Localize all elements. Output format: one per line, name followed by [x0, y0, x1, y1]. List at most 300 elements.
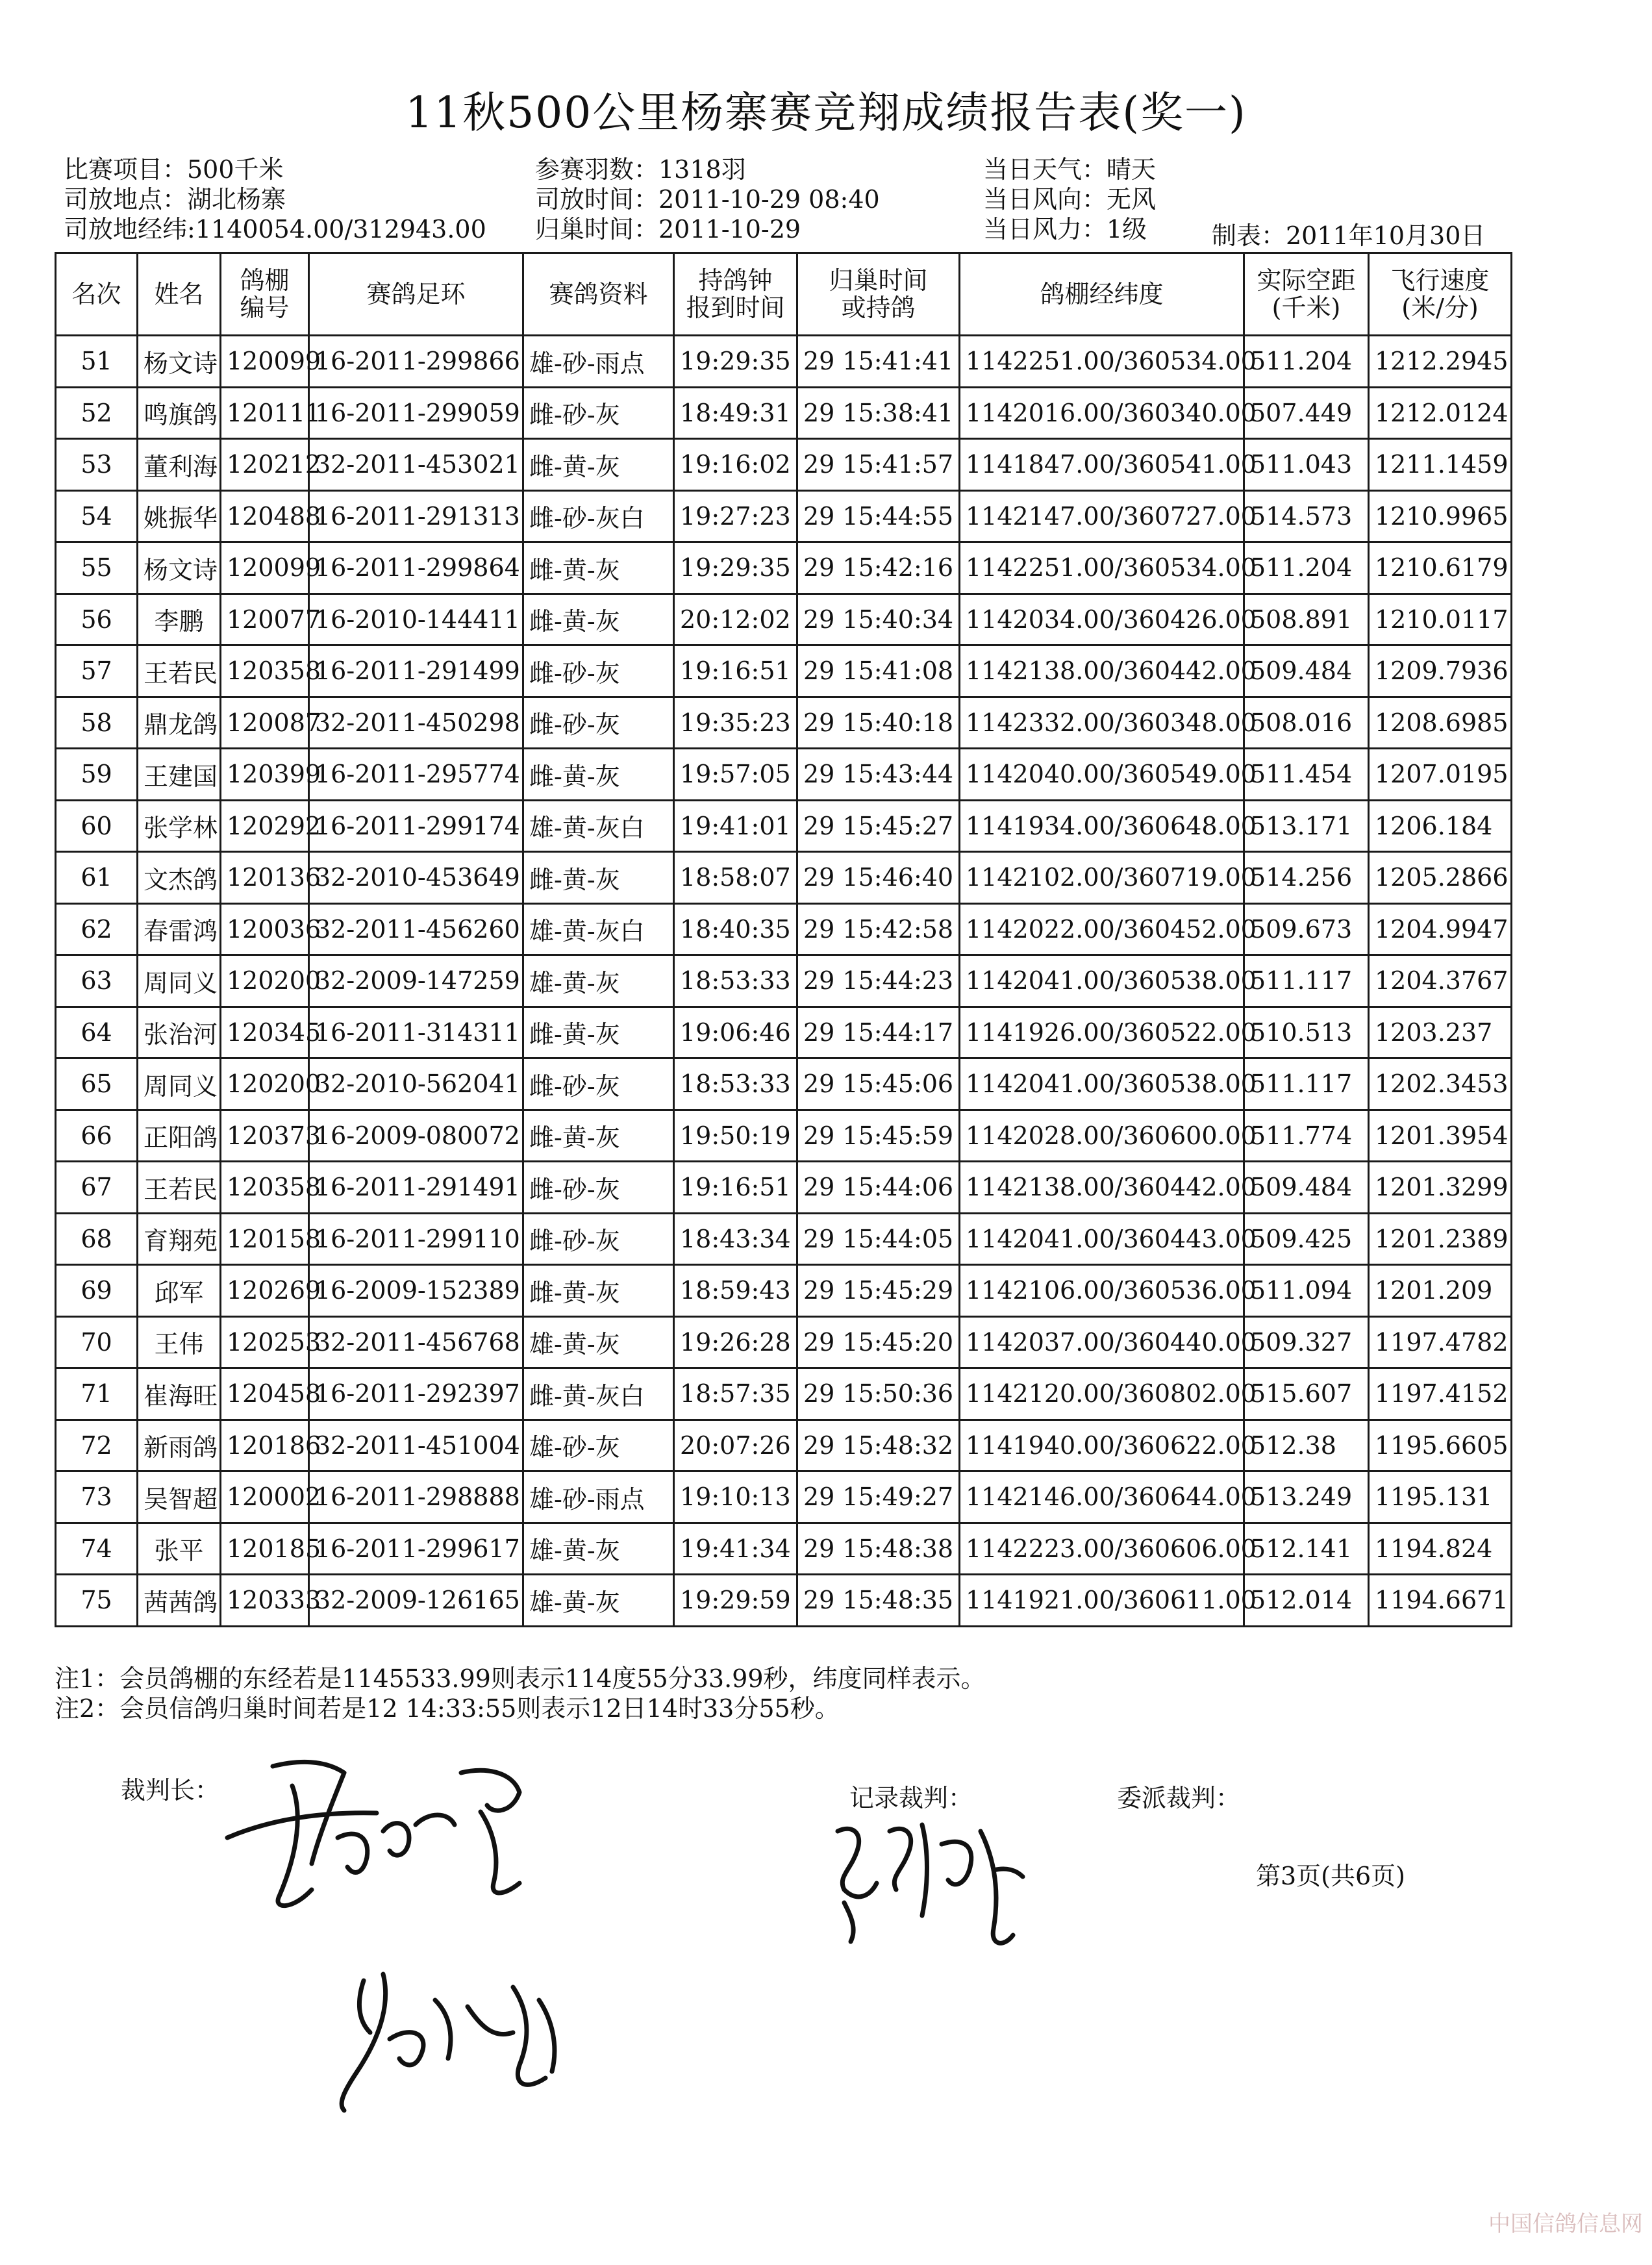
loft-coordinates-cell: 1142102.00/360719.00: [960, 852, 1244, 904]
table-row: [56, 1058, 1512, 1110]
loft-coordinates-cell: 1142041.00/360538.00: [960, 1058, 1244, 1110]
bird-info-cell: 雄-砂-雨点: [523, 1471, 674, 1523]
watermark: 中国信鸽信息网: [1488, 2211, 1643, 2237]
bird-info-cell: 雌-黄-灰: [523, 852, 674, 904]
bird-info-cell: 雌-砂-灰白: [523, 490, 674, 542]
clock-time-cell: 18:53:33: [674, 1058, 797, 1110]
rank-cell: 64: [56, 1007, 138, 1058]
bird-info-cell: 雄-黄-灰: [523, 1523, 674, 1575]
clock-time-cell: 18:58:07: [674, 852, 797, 904]
loft-coordinates-cell: 1142138.00/360442.00: [960, 645, 1244, 697]
bird-info-cell: 雌-黄-灰: [523, 542, 674, 594]
return-time-cell: 29 15:48:38: [797, 1523, 960, 1575]
bird-info-cell: 雌-砂-灰: [523, 1162, 674, 1214]
header-clock-line1: 持鸽钟: [698, 266, 773, 295]
ring-cell: 32-2011-453021: [309, 439, 523, 491]
loft-coordinates-cell: 1142034.00/360426.00: [960, 594, 1244, 645]
header-name: 姓名: [138, 253, 221, 336]
clock-time-cell: 19:41:01: [674, 800, 797, 852]
table-row: [56, 800, 1512, 852]
speed-cell: 1210.9965: [1369, 490, 1512, 542]
clock-time-cell: 20:12:02: [674, 594, 797, 645]
ring-cell: 32-2009-126165: [309, 1575, 523, 1627]
loft-number-cell: 120488: [221, 490, 309, 542]
clock-time-cell: 19:57:05: [674, 749, 797, 801]
speed-cell: 1201.3299: [1369, 1162, 1512, 1214]
loft-number-cell: 120333: [221, 1575, 309, 1627]
return-time-cell: 29 15:45:06: [797, 1058, 960, 1110]
wind-direction: 当日风向：无风: [983, 185, 1157, 214]
rank-cell: 73: [56, 1471, 138, 1523]
speed-cell: 1205.2866: [1369, 852, 1512, 904]
speed-cell: 1207.0195: [1369, 749, 1512, 801]
rank-cell: 57: [56, 645, 138, 697]
rank-cell: 51: [56, 336, 138, 388]
rank-cell: 55: [56, 542, 138, 594]
loft-coordinates-cell: 1142223.00/360606.00: [960, 1523, 1244, 1575]
header-loft-coordinates: 鸽棚经纬度: [960, 253, 1244, 336]
rank-cell: 52: [56, 387, 138, 439]
distance-cell: 508.891: [1244, 594, 1369, 645]
table-row: [56, 749, 1512, 801]
distance-cell: 514.573: [1244, 490, 1369, 542]
info-column-event: [64, 155, 486, 244]
bird-info-cell: 雌-砂-灰: [523, 697, 674, 749]
speed-cell: 1212.2945: [1369, 336, 1512, 388]
table-row: [56, 336, 1512, 388]
distance-cell: 513.249: [1244, 1471, 1369, 1523]
return-time-cell: 29 15:45:59: [797, 1110, 960, 1162]
rank-cell: 66: [56, 1110, 138, 1162]
speed-cell: 1210.6179: [1369, 542, 1512, 594]
distance-cell: 511.094: [1244, 1265, 1369, 1317]
table-row: [56, 1575, 1512, 1627]
distance-cell: 508.016: [1244, 697, 1369, 749]
return-time-cell: 29 15:42:16: [797, 542, 960, 594]
name-cell: 王若民: [138, 1162, 221, 1214]
table-row: [56, 439, 1512, 491]
clock-time-cell: 18:49:31: [674, 387, 797, 439]
loft-coordinates-cell: 1142138.00/360442.00: [960, 1162, 1244, 1214]
clock-time-cell: 19:16:51: [674, 1162, 797, 1214]
loft-coordinates-cell: 1141921.00/360611.00: [960, 1575, 1244, 1627]
ring-cell: 16-2011-292397: [309, 1368, 523, 1420]
rank-cell: 62: [56, 903, 138, 955]
loft-number-cell: 120345: [221, 1007, 309, 1058]
return-time-cell: 29 15:45:20: [797, 1316, 960, 1368]
second-referee-signature: [318, 1961, 591, 2123]
rank-cell: 54: [56, 490, 138, 542]
clock-time-cell: 19:29:35: [674, 542, 797, 594]
speed-cell: 1203.237: [1369, 1007, 1512, 1058]
recording-referee-label: 记录裁判：: [849, 1784, 973, 1812]
distance-cell: 510.513: [1244, 1007, 1369, 1058]
return-time-cell: 29 15:44:06: [797, 1162, 960, 1214]
return-time-cell: 29 15:44:05: [797, 1213, 960, 1265]
ring-cell: 32-2009-147259: [309, 955, 523, 1007]
clock-time-cell: 19:35:23: [674, 697, 797, 749]
loft-number-cell: 120200: [221, 955, 309, 1007]
info-column-times: [535, 155, 880, 244]
clock-time-cell: 19:16:02: [674, 439, 797, 491]
distance-cell: 512.014: [1244, 1575, 1369, 1627]
header-speed-line2: (米/分): [1401, 294, 1479, 322]
loft-number-cell: 120099: [221, 336, 309, 388]
return-time-cell: 29 15:48:35: [797, 1575, 960, 1627]
event-item: 比赛项目：500千米: [64, 155, 284, 184]
wind-force: 当日风力：1级: [983, 215, 1147, 244]
rank-cell: 69: [56, 1265, 138, 1317]
bird-info-cell: 雄-砂-灰: [523, 1420, 674, 1471]
name-cell: 周同义: [138, 955, 221, 1007]
distance-cell: 511.204: [1244, 336, 1369, 388]
loft-coordinates-cell: 1141934.00/360648.00: [960, 800, 1244, 852]
speed-cell: 1202.3453: [1369, 1058, 1512, 1110]
return-time-cell: 29 15:38:41: [797, 387, 960, 439]
ring-cell: 16-2010-144411: [309, 594, 523, 645]
loft-number-cell: 120186: [221, 1420, 309, 1471]
loft-coordinates-cell: 1141926.00/360522.00: [960, 1007, 1244, 1058]
table-row: [56, 1471, 1512, 1523]
return-time-cell: 29 15:40:34: [797, 594, 960, 645]
table-row: [56, 1523, 1512, 1575]
speed-cell: 1195.6605: [1369, 1420, 1512, 1471]
loft-coordinates-cell: 1142251.00/360534.00: [960, 542, 1244, 594]
clock-time-cell: 18:40:35: [674, 903, 797, 955]
distance-cell: 512.141: [1244, 1523, 1369, 1575]
table-row: [56, 645, 1512, 697]
return-time-cell: 29 15:49:27: [797, 1471, 960, 1523]
table-row: [56, 594, 1512, 645]
speed-cell: 1204.3767: [1369, 955, 1512, 1007]
rank-cell: 72: [56, 1420, 138, 1471]
name-cell: 姚振华: [138, 490, 221, 542]
name-cell: 周同义: [138, 1058, 221, 1110]
ring-cell: 16-2011-299059: [309, 387, 523, 439]
release-coordinates: 司放地经纬:1140054.00/312943.00: [64, 215, 486, 244]
bird-info-cell: 雌-黄-灰: [523, 594, 674, 645]
clock-time-cell: 18:53:33: [674, 955, 797, 1007]
rank-cell: 59: [56, 749, 138, 801]
name-cell: 杨文诗: [138, 336, 221, 388]
info-column-weather: [983, 155, 1156, 244]
clock-time-cell: 19:41:34: [674, 1523, 797, 1575]
loft-coordinates-cell: 1142041.00/360443.00: [960, 1213, 1244, 1265]
table-row: [56, 1162, 1512, 1214]
loft-number-cell: 120136: [221, 852, 309, 904]
ring-cell: 32-2011-451004: [309, 1420, 523, 1471]
speed-cell: 1195.131: [1369, 1471, 1512, 1523]
table-row: [56, 1110, 1512, 1162]
name-cell: 崔海旺: [138, 1368, 221, 1420]
release-site: 司放地点：湖北杨寨: [64, 185, 286, 214]
ring-cell: 32-2010-453649: [309, 852, 523, 904]
distance-cell: 509.673: [1244, 903, 1369, 955]
speed-cell: 1210.0117: [1369, 594, 1512, 645]
name-cell: 邱军: [138, 1265, 221, 1317]
ring-cell: 16-2011-295774: [309, 749, 523, 801]
name-cell: 杨文诗: [138, 542, 221, 594]
rank-cell: 60: [56, 800, 138, 852]
loft-number-cell: 120292: [221, 800, 309, 852]
header-bird-info: 赛鸽资料: [523, 253, 674, 336]
return-time-cell: 29 15:45:27: [797, 800, 960, 852]
loft-number-cell: 120373: [221, 1110, 309, 1162]
distance-cell: 511.454: [1244, 749, 1369, 801]
return-time-cell: 29 15:44:55: [797, 490, 960, 542]
homing-time: 归巢时间：2011-10-29: [535, 215, 801, 244]
speed-cell: 1197.4152: [1369, 1368, 1512, 1420]
speed-cell: 1209.7936: [1369, 645, 1512, 697]
clock-time-cell: 18:59:43: [674, 1265, 797, 1317]
distance-cell: 511.774: [1244, 1110, 1369, 1162]
return-time-cell: 29 15:46:40: [797, 852, 960, 904]
speed-cell: 1194.6671: [1369, 1575, 1512, 1627]
return-time-cell: 29 15:44:17: [797, 1007, 960, 1058]
table-header-row: [56, 253, 1512, 336]
distance-cell: 509.484: [1244, 1162, 1369, 1214]
header-ring: 赛鸽足环: [309, 253, 523, 336]
loft-coordinates-cell: 1142016.00/360340.00: [960, 387, 1244, 439]
clock-time-cell: 18:57:35: [674, 1368, 797, 1420]
table-row: [56, 1265, 1512, 1317]
loft-coordinates-cell: 1142106.00/360536.00: [960, 1265, 1244, 1317]
table-row: [56, 1007, 1512, 1058]
bird-info-cell: 雌-黄-灰: [523, 1007, 674, 1058]
loft-number-cell: 120399: [221, 749, 309, 801]
speed-cell: 1212.0124: [1369, 387, 1512, 439]
name-cell: 正阳鸽: [138, 1110, 221, 1162]
header-return-line1: 归巢时间: [829, 266, 928, 295]
ring-cell: 32-2011-450298: [309, 697, 523, 749]
clock-time-cell: 19:16:51: [674, 645, 797, 697]
loft-number-cell: 120099: [221, 542, 309, 594]
rank-cell: 65: [56, 1058, 138, 1110]
speed-cell: 1204.9947: [1369, 903, 1512, 955]
loft-number-cell: 120077: [221, 594, 309, 645]
speed-cell: 1194.824: [1369, 1523, 1512, 1575]
name-cell: 鸣旗鸽: [138, 387, 221, 439]
distance-cell: 511.204: [1244, 542, 1369, 594]
speed-cell: 1211.1459: [1369, 439, 1512, 491]
loft-number-cell: 120158: [221, 1213, 309, 1265]
name-cell: 茜茜鸽: [138, 1575, 221, 1627]
name-cell: 张学林: [138, 800, 221, 852]
loft-number-cell: 120002: [221, 1471, 309, 1523]
loft-coordinates-cell: 1142120.00/360802.00: [960, 1368, 1244, 1420]
distance-cell: 511.117: [1244, 1058, 1369, 1110]
return-time-cell: 29 15:41:08: [797, 645, 960, 697]
ring-cell: 16-2011-291499: [309, 645, 523, 697]
bird-info-cell: 雌-砂-灰: [523, 1058, 674, 1110]
rank-cell: 56: [56, 594, 138, 645]
loft-number-cell: 120087: [221, 697, 309, 749]
rank-cell: 74: [56, 1523, 138, 1575]
header-clock-time: [674, 253, 797, 336]
clock-time-cell: 20:07:26: [674, 1420, 797, 1471]
return-time-cell: 29 15:48:32: [797, 1420, 960, 1471]
name-cell: 文杰鸽: [138, 852, 221, 904]
table-row: [56, 852, 1512, 904]
bird-info-cell: 雌-砂-灰: [523, 645, 674, 697]
speed-cell: 1201.3954: [1369, 1110, 1512, 1162]
name-cell: 王建国: [138, 749, 221, 801]
rank-cell: 53: [56, 439, 138, 491]
distance-cell: 509.425: [1244, 1213, 1369, 1265]
speed-cell: 1201.209: [1369, 1265, 1512, 1317]
ring-cell: 16-2011-314311: [309, 1007, 523, 1058]
release-time: 司放时间：2011-10-29 08:40: [535, 185, 880, 214]
loft-number-cell: 120111: [221, 387, 309, 439]
loft-number-cell: 120358: [221, 645, 309, 697]
clock-time-cell: 19:50:19: [674, 1110, 797, 1162]
loft-number-cell: 120185: [221, 1523, 309, 1575]
rank-cell: 58: [56, 697, 138, 749]
loft-coordinates-cell: 1141847.00/360541.00: [960, 439, 1244, 491]
table-row: [56, 387, 1512, 439]
header-return-line2: 或持鸽: [841, 294, 916, 322]
table-row: [56, 1316, 1512, 1368]
loft-coordinates-cell: 1142022.00/360452.00: [960, 903, 1244, 955]
header-clock-line2: 报到时间: [686, 294, 785, 322]
clock-time-cell: 19:06:46: [674, 1007, 797, 1058]
ring-cell: 16-2011-298888: [309, 1471, 523, 1523]
clock-time-cell: 19:26:28: [674, 1316, 797, 1368]
distance-cell: 514.256: [1244, 852, 1369, 904]
footnotes: [55, 1664, 986, 1723]
loft-number-cell: 120212: [221, 439, 309, 491]
clock-time-cell: 19:27:23: [674, 490, 797, 542]
table-row: [56, 1368, 1512, 1420]
recording-referee-signature: [818, 1805, 1032, 1961]
ring-cell: 16-2011-299617: [309, 1523, 523, 1575]
return-time-cell: 29 15:45:29: [797, 1265, 960, 1317]
bird-info-cell: 雌-黄-灰白: [523, 1368, 674, 1420]
table-row: [56, 490, 1512, 542]
loft-coordinates-cell: 1142146.00/360644.00: [960, 1471, 1244, 1523]
loft-number-cell: 120200: [221, 1058, 309, 1110]
clock-time-cell: 19:29:59: [674, 1575, 797, 1627]
ring-cell: 16-2011-291491: [309, 1162, 523, 1214]
bird-info-cell: 雌-砂-灰: [523, 387, 674, 439]
loft-coordinates-cell: 1142040.00/360549.00: [960, 749, 1244, 801]
name-cell: 新雨鸽: [138, 1420, 221, 1471]
name-cell: 王若民: [138, 645, 221, 697]
header-speed-line1: 飞行速度: [1390, 266, 1490, 295]
distance-cell: 509.327: [1244, 1316, 1369, 1368]
loft-coordinates-cell: 1142028.00/360600.00: [960, 1110, 1244, 1162]
ring-cell: 32-2011-456768: [309, 1316, 523, 1368]
bird-info-cell: 雌-黄-灰: [523, 749, 674, 801]
name-cell: 张治河: [138, 1007, 221, 1058]
distance-cell: 512.38: [1244, 1420, 1369, 1471]
loft-number-cell: 120036: [221, 903, 309, 955]
name-cell: 王伟: [138, 1316, 221, 1368]
name-cell: 吴智超: [138, 1471, 221, 1523]
bird-info-cell: 雌-黄-灰: [523, 1110, 674, 1162]
bird-info-cell: 雌-黄-灰: [523, 439, 674, 491]
return-time-cell: 29 15:50:36: [797, 1368, 960, 1420]
name-cell: 李鹏: [138, 594, 221, 645]
bird-info-cell: 雌-黄-灰: [523, 1265, 674, 1317]
return-time-cell: 29 15:40:18: [797, 697, 960, 749]
rank-cell: 61: [56, 852, 138, 904]
return-time-cell: 29 15:41:41: [797, 336, 960, 388]
return-time-cell: 29 15:43:44: [797, 749, 960, 801]
loft-coordinates-cell: 1142147.00/360727.00: [960, 490, 1244, 542]
table-row: [56, 542, 1512, 594]
chief-referee-label: 裁判长：: [121, 1776, 220, 1805]
page-number: 第3页(共6页): [1256, 1862, 1406, 1890]
ring-cell: 16-2011-299864: [309, 542, 523, 594]
header-distance: [1244, 253, 1369, 336]
return-time-cell: 29 15:44:23: [797, 955, 960, 1007]
ring-cell: 16-2011-299110: [309, 1213, 523, 1265]
bird-info-cell: 雄-黄-灰: [523, 1316, 674, 1368]
bird-info-cell: 雄-黄-灰白: [523, 800, 674, 852]
loft-number-cell: 120269: [221, 1265, 309, 1317]
loft-coordinates-cell: 1141940.00/360622.00: [960, 1420, 1244, 1471]
return-time-cell: 29 15:41:57: [797, 439, 960, 491]
bird-info-cell: 雄-砂-雨点: [523, 336, 674, 388]
distance-cell: 509.484: [1244, 645, 1369, 697]
bird-info-cell: 雌-砂-灰: [523, 1213, 674, 1265]
name-cell: 鼎龙鸽: [138, 697, 221, 749]
clock-time-cell: 19:29:35: [674, 336, 797, 388]
entry-count: 参赛羽数：1318羽: [535, 155, 746, 184]
header-distance-line2: (千米): [1271, 294, 1341, 322]
header-speed: [1369, 253, 1512, 336]
rank-cell: 70: [56, 1316, 138, 1368]
distance-cell: 511.117: [1244, 955, 1369, 1007]
ring-cell: 32-2011-456260: [309, 903, 523, 955]
ring-cell: 16-2011-299174: [309, 800, 523, 852]
loft-number-cell: 120358: [221, 1162, 309, 1214]
speed-cell: 1206.184: [1369, 800, 1512, 852]
name-cell: 董利海: [138, 439, 221, 491]
table-row: [56, 955, 1512, 1007]
footnote-1: 注1：会员鸽棚的东经若是1145533.99则表示114度55分33.99秒，纬度同样表示。: [55, 1664, 986, 1693]
header-loft-line2: 编号: [240, 294, 290, 322]
loft-number-cell: 120253: [221, 1316, 309, 1368]
header-loft-line1: 鸽棚: [240, 266, 290, 295]
rank-cell: 71: [56, 1368, 138, 1420]
distance-cell: 511.043: [1244, 439, 1369, 491]
name-cell: 春雷鸿: [138, 903, 221, 955]
tabulation-date: 制表：2011年10月30日: [1212, 221, 1486, 250]
loft-number-cell: 120458: [221, 1368, 309, 1420]
speed-cell: 1208.6985: [1369, 697, 1512, 749]
speed-cell: 1201.2389: [1369, 1213, 1512, 1265]
ring-cell: 16-2009-080072: [309, 1110, 523, 1162]
delegated-referee-label: 委派裁判：: [1117, 1784, 1241, 1812]
header-rank: 名次: [56, 253, 138, 336]
clock-time-cell: 18:43:34: [674, 1213, 797, 1265]
ring-cell: 16-2011-291313: [309, 490, 523, 542]
ring-cell: 16-2009-152389: [309, 1265, 523, 1317]
name-cell: 育翔苑: [138, 1213, 221, 1265]
table-row: [56, 1213, 1512, 1265]
header-return-time: [797, 253, 960, 336]
distance-cell: 515.607: [1244, 1368, 1369, 1420]
loft-coordinates-cell: 1142251.00/360534.00: [960, 336, 1244, 388]
clock-time-cell: 19:10:13: [674, 1471, 797, 1523]
table-row: [56, 903, 1512, 955]
bird-info-cell: 雄-黄-灰: [523, 1575, 674, 1627]
rank-cell: 67: [56, 1162, 138, 1214]
rank-cell: 75: [56, 1575, 138, 1627]
weather: 当日天气：晴天: [983, 155, 1157, 184]
